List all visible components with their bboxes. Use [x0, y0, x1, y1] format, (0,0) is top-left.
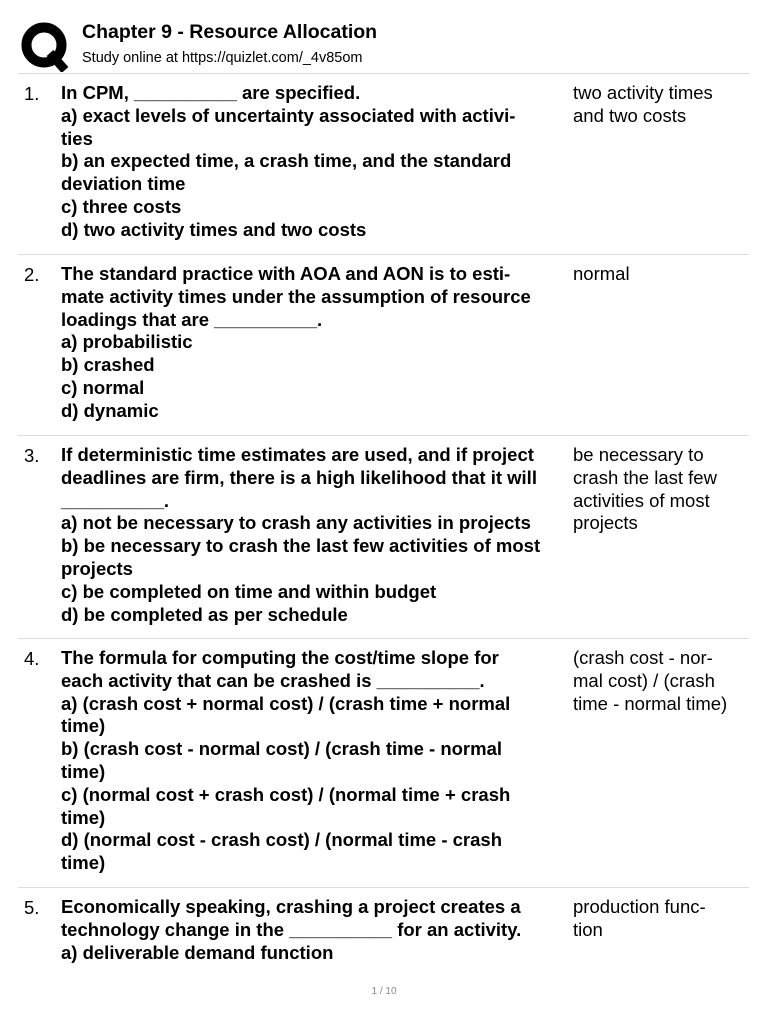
card-number: 3.	[24, 445, 40, 466]
card-number: 2.	[24, 264, 40, 285]
answer-line: be necessary to	[573, 444, 704, 465]
answer-line: mal cost) / (crash	[573, 669, 715, 691]
page-header	[0, 0, 768, 74]
question-line: The standard practice with AOA and AON is to esti-	[61, 263, 511, 284]
page-indicator: 1 / 10	[371, 986, 397, 997]
answer-line: tion	[573, 918, 603, 940]
answer-line: two activity times	[573, 82, 713, 103]
question-line: b) crashed	[61, 354, 155, 376]
question-line: mate activity times under the assumption of resource	[61, 285, 531, 307]
question-line: time)	[61, 715, 106, 737]
question-line: If deterministic time estimates are used, and if project	[61, 444, 534, 465]
question-line: loadings that are __________.	[61, 308, 323, 330]
question-line: b) an expected time, a crash time, and the standard	[61, 150, 512, 172]
answer-line: normal	[573, 263, 630, 284]
question-line: time)	[61, 760, 106, 782]
question-line: a) deliverable demand function	[61, 941, 334, 963]
question-line: time)	[61, 852, 106, 874]
question-line: time)	[61, 806, 106, 828]
card-number: 4.	[24, 648, 40, 669]
question-line: b) be necessary to crash the last few activities of most	[61, 535, 541, 557]
flashcard	[18, 436, 749, 639]
answer-line: time - normal time)	[573, 692, 728, 714]
flashcard-list	[18, 74, 749, 978]
question-line: In CPM, __________ are specified.	[61, 82, 361, 103]
question-line: c) be completed on time and within budget	[61, 580, 437, 602]
study-link: Study online at https://quizlet.com/_4v85om	[82, 50, 363, 66]
question-line: d) dynamic	[61, 399, 159, 421]
question-line: deadlines are firm, there is a high likelihood that it will	[61, 466, 537, 488]
answer-text	[573, 263, 753, 286]
answer-text	[573, 896, 753, 942]
answer-text	[573, 82, 753, 128]
answer-text	[573, 444, 753, 535]
question-line: a) exact levels of uncertainty associated with activi-	[61, 104, 516, 126]
question-text	[61, 896, 571, 964]
question-text	[61, 263, 571, 423]
question-line: a) (crash cost + normal cost) / (crash time + normal	[61, 692, 511, 714]
flashcard	[18, 255, 749, 436]
question-line: d) two activity times and two costs	[61, 218, 367, 240]
answer-line: crash the last few	[573, 466, 717, 488]
card-number: 5.	[24, 897, 40, 918]
question-line: a) probabilistic	[61, 331, 193, 353]
answer-text	[573, 647, 753, 715]
question-line: Economically speaking, crashing a project creates a	[61, 896, 521, 917]
question-line: c) three costs	[61, 195, 182, 217]
question-line: b) (crash cost - normal cost) / (crash time - normal	[61, 738, 503, 760]
answer-line: activities of most	[573, 489, 710, 511]
question-line: ties	[61, 127, 93, 149]
question-text	[61, 82, 571, 242]
question-text	[61, 444, 571, 626]
quizlet-q-logo-icon	[19, 20, 69, 72]
question-line: c) normal	[61, 376, 145, 398]
flashcard	[18, 888, 749, 978]
answer-line: production func-	[573, 896, 706, 917]
question-text	[61, 647, 571, 875]
question-line: The formula for computing the cost/time slope for	[61, 647, 499, 668]
flashcard	[18, 74, 749, 255]
question-line: projects	[61, 557, 133, 579]
question-line: d) (normal cost - crash cost) / (normal time - crash	[61, 829, 503, 851]
answer-line: projects	[573, 512, 638, 534]
question-line: technology change in the __________ for an activity.	[61, 918, 522, 940]
answer-line: and two costs	[573, 104, 687, 126]
question-line: __________.	[61, 489, 170, 511]
question-line: each activity that can be crashed is __________.	[61, 669, 485, 691]
flashcard	[18, 639, 749, 888]
document-title: Chapter 9 - Resource Allocation	[82, 21, 378, 43]
card-number: 1.	[24, 83, 40, 104]
question-line: d) be completed as per schedule	[61, 603, 348, 625]
question-line: deviation time	[61, 173, 186, 195]
question-line: c) (normal cost + crash cost) / (normal time + crash	[61, 783, 511, 805]
question-line: a) not be necessary to crash any activities in projects	[61, 512, 531, 534]
answer-line: (crash cost - nor-	[573, 647, 713, 668]
